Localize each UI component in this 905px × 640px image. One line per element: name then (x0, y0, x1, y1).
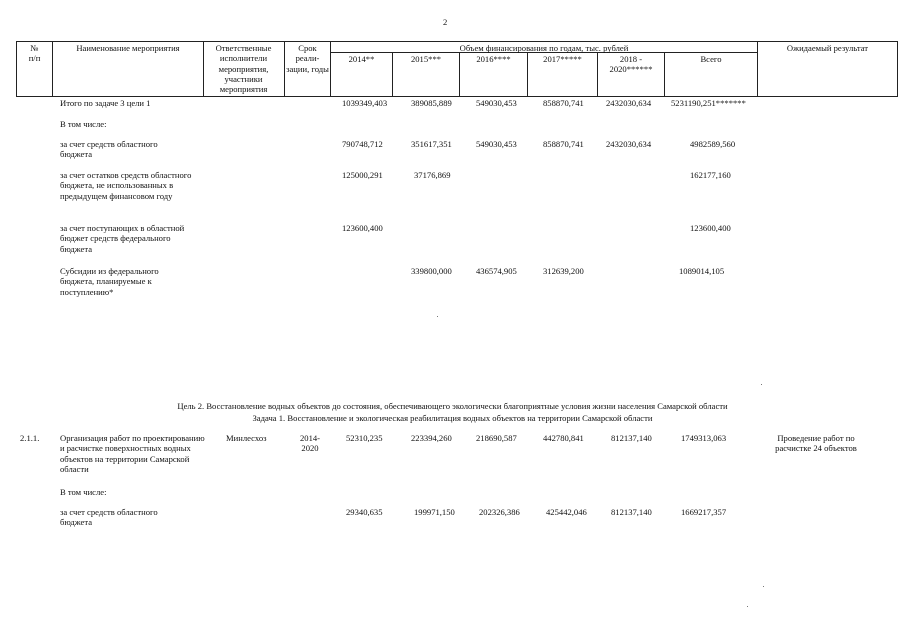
value-total: 1089014,105 (679, 266, 725, 276)
value-2017: 858870,741 (543, 139, 584, 149)
value-2015: 223394,260 (411, 433, 452, 443)
value-2018-2020: 2432030,634 (606, 98, 652, 108)
value-2015: 389085,889 (411, 98, 452, 108)
value-2017: 312639,200 (543, 266, 584, 276)
value-2015: 351617,351 (411, 139, 452, 149)
value-2018-2020: 812137,140 (611, 507, 652, 517)
value-2017: 858870,741 (543, 98, 584, 108)
row-label: Субсидии из федерального бюджета, планируемые к поступлению* (60, 266, 159, 297)
goal2-including-label: В том числе: (60, 487, 107, 497)
header-term: Срок реали-зации, годы (286, 43, 329, 74)
header-result: Ожидаемый результат (786, 43, 869, 53)
value-total: 123600,400 (690, 223, 731, 233)
row-label: за счет средств областного бюджета (60, 139, 158, 160)
value-2016: 549030,453 (476, 139, 517, 149)
value-2016: 218690,587 (476, 433, 517, 443)
including-label: В том числе: (60, 119, 107, 129)
item-expected-result: Проведение работ по расчистке 24 объектов (775, 433, 857, 454)
value-2017: 442780,841 (543, 433, 584, 443)
row-label: Итого по задаче 3 цели 1 (60, 98, 151, 108)
item-label: Организация работ по проектированию и расчистке поверхностных водных объектов на территории Самарской области (60, 433, 205, 474)
header-name: Наименование мероприятия (76, 43, 180, 53)
value-2016: 436574,905 (476, 266, 517, 276)
goal2-task1-title: Задача 1. Восстановление и экологическая реабилитация водных объектов на территории Самарской области (252, 413, 653, 423)
row-label: за счет средств областного бюджета (60, 507, 158, 528)
header-year-2014: 2014** (348, 54, 375, 64)
value-2015: 339800,000 (411, 266, 452, 276)
value-2014: 1039349,403 (342, 98, 388, 108)
scan-speck (763, 586, 764, 587)
value-2014: 29340,635 (346, 507, 383, 517)
scan-speck (747, 606, 748, 607)
value-2014: 123600,400 (342, 223, 383, 233)
value-2018-2020: 812137,140 (611, 433, 652, 443)
value-2018-2020: 2432030,634 (606, 139, 652, 149)
row-label: за счет остатков средств областного бюджета, не использованных в предыдущем финансовом году (60, 170, 192, 201)
item-responsible: Минлесхоз (226, 433, 267, 443)
header-total: Всего (700, 54, 722, 64)
value-total: 5231190,251******* (671, 98, 746, 108)
value-2015: 199971,150 (414, 507, 455, 517)
header-year-2018-2020: 2018 - 2020****** (609, 54, 653, 75)
value-2014: 52310,235 (346, 433, 383, 443)
value-2016: 549030,453 (476, 98, 517, 108)
value-2014: 790748,712 (342, 139, 383, 149)
header-year-2017: 2017***** (543, 54, 582, 64)
value-2015: 37176,869 (414, 170, 451, 180)
row-label: за счет поступающих в областной бюджет средств федерального бюджета (60, 223, 185, 254)
value-total: 1749313,063 (681, 433, 727, 443)
header-year-2015: 2015*** (410, 54, 442, 64)
goal2-title: Цель 2. Восстановление водных объектов до состояния, обеспечивающего экологически благоприятные условия жизни населения Самарской области (177, 401, 728, 411)
header-responsible: Ответственные исполнители мероприятия, участники мероприятия (215, 43, 272, 95)
value-2017: 425442,046 (546, 507, 587, 517)
value-total: 162177,160 (690, 170, 731, 180)
header-funding: Объем финансирования по годам, тыс. рублей (459, 43, 629, 53)
item-term: 2014- 2020 (299, 433, 321, 454)
scan-speck (761, 384, 762, 385)
value-total: 4982589,560 (690, 139, 736, 149)
header-num: № п/п (28, 43, 41, 64)
item-number: 2.1.1. (20, 433, 40, 443)
value-total: 1669217,357 (681, 507, 727, 517)
header-year-2016: 2016**** (476, 54, 511, 64)
value-2014: 125000,291 (342, 170, 383, 180)
scan-speck (437, 316, 438, 317)
page-number: 2 (443, 17, 448, 27)
value-2016: 202326,386 (479, 507, 520, 517)
